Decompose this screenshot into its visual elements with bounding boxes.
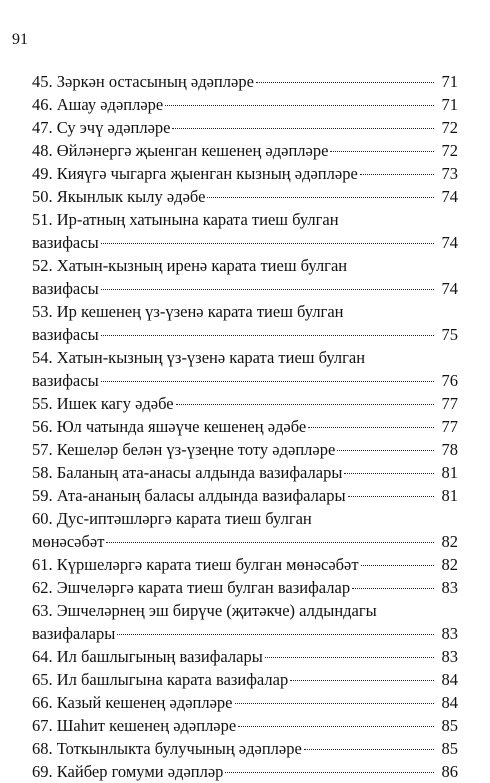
toc-entry-title: вазифалары [32,624,116,643]
toc-entry-first-line [32,208,458,231]
dot-leader [238,726,434,727]
dot-leader [344,473,434,474]
toc-entry-title: 48. Өйләнергә җыенган кешенең әдәпләре [32,141,329,160]
toc-entry-page: 84 [441,670,458,689]
toc-entry-page: 72 [441,141,458,160]
toc-entry-title-line1: 54. Хатын-кызның үз-үзенә карата тиеш булган [32,348,366,367]
toc-entry-page: 77 [441,394,458,413]
toc-entry-title: вазифасы [32,279,99,298]
table-of-contents [32,70,458,783]
toc-entry-title-line1: 53. Ир кешенең үз-үзенә карата тиеш булган [32,302,344,321]
dot-leader [101,243,434,244]
toc-entry [32,185,458,208]
toc-entry-page: 82 [441,532,458,551]
dot-leader [348,496,434,497]
toc-entry [32,162,458,185]
toc-entry-title: 66. Казый кешенең әдәпләре [32,693,233,712]
dot-leader [352,588,434,589]
toc-entry-page: 74 [441,233,458,252]
toc-entry-page: 71 [441,95,458,114]
toc-entry-title: 46. Ашау әдәпләре [32,95,164,114]
dot-leader [337,450,434,451]
toc-entry-page: 72 [441,118,458,137]
toc-entry-title-line1: 60. Дус-иптәшләргә карата тиеш булган [32,509,312,528]
dot-leader [101,335,434,336]
toc-entry-title: 47. Су эчү әдәпләре [32,118,171,137]
toc-entry [32,369,458,392]
toc-entry-first-line [32,346,458,369]
toc-entry-page: 73 [441,164,458,183]
toc-entry-page: 82 [441,555,458,574]
toc-entry [32,392,458,415]
toc-entry [32,530,458,553]
toc-entry-title: 49. Кияүгә чыгарга җыенган кызның әдәпләре [32,164,358,183]
toc-entry-page: 71 [441,72,458,91]
toc-entry-title: вазифасы [32,325,99,344]
toc-entry-page: 81 [441,463,458,482]
toc-entry-page: 83 [441,624,458,643]
toc-entry [32,415,458,438]
dot-leader [265,657,434,658]
toc-entry [32,484,458,507]
toc-entry-page: 83 [441,578,458,597]
dot-leader [207,197,434,198]
toc-entry-title: 56. Юл чатында яшәүче кешенең әдәбе [32,417,307,436]
toc-entry-title-line1: 51. Ир-атның хатынына карата тиеш булган [32,210,339,229]
toc-entry-title: 55. Ишек кагу әдәбе [32,394,174,413]
toc-entry-page: 78 [441,440,458,459]
toc-entry-title-line1: 63. Эшчеләрнең эш бирүче (җитәкче) алдындагы [32,601,377,620]
toc-entry-title: 50. Якынлык кылу әдәбе [32,187,206,206]
dot-leader [165,105,434,106]
toc-entry-title: 69. Кайбер гомуми әдәпләр [32,762,224,781]
dot-leader [290,680,434,681]
dot-leader [101,289,434,290]
toc-entry-title: 64. Ил башлыгының вазифалары [32,647,263,666]
toc-entry-page: 74 [441,279,458,298]
toc-entry-title: 67. Шаһит кешенең әдәпләре [32,716,237,735]
toc-entry-title: вазифасы [32,371,99,390]
toc-entry [32,760,458,783]
toc-entry-page: 76 [441,371,458,390]
toc-entry [32,438,458,461]
toc-entry [32,714,458,737]
toc-entry-page: 83 [441,647,458,666]
toc-entry [32,645,458,668]
dot-leader [235,703,435,704]
toc-entry-first-line [32,254,458,277]
toc-entry [32,277,458,300]
dot-leader [256,82,434,83]
toc-entry [32,668,458,691]
toc-entry [32,323,458,346]
toc-entry [32,691,458,714]
toc-entry-page: 85 [441,716,458,735]
toc-entry-page: 81 [441,486,458,505]
dot-leader [330,151,434,152]
toc-entry-page: 75 [441,325,458,344]
dot-leader [172,128,434,129]
toc-entry [32,461,458,484]
toc-entry [32,737,458,760]
toc-entry-first-line [32,599,458,622]
toc-entry [32,70,458,93]
dot-leader [360,174,434,175]
toc-entry [32,116,458,139]
toc-entry-title-line1: 52. Хатын-кызның иренә карата тиеш булган [32,256,348,275]
toc-entry-page: 84 [441,693,458,712]
dot-leader [176,404,434,405]
toc-entry-title: 45. Зәркән остасының әдәпләре [32,72,254,91]
toc-entry [32,553,458,576]
dot-leader [117,634,434,635]
toc-entry-title: 65. Ил башлыгына карата вазифалар [32,670,289,689]
dot-leader [304,749,434,750]
toc-entry-title: 62. Эшчеләргә карата тиеш булган вазифалар [32,578,351,597]
toc-entry-title: мөнәсәбәт [32,532,105,551]
toc-entry-title: вазифасы [32,233,99,252]
toc-entry-page: 77 [441,417,458,436]
toc-entry-page: 86 [441,762,458,781]
toc-entry-page: 85 [441,739,458,758]
toc-entry-title: 68. Тоткынлыкта булучының әдәпләре [32,739,302,758]
page-number: 91 [12,31,28,48]
toc-entry-first-line [32,507,458,530]
toc-entry-title: 61. Күршеләргә карата тиеш булган мөнәсәбәт [32,555,359,574]
toc-entry-title: 58. Баланың ата-анасы алдында вазифалары [32,463,343,482]
toc-entry-page: 74 [441,187,458,206]
toc-entry [32,139,458,162]
toc-entry-title: 57. Кешеләр белән үз-үзеңне тоту әдәпләре [32,440,336,459]
toc-entry [32,576,458,599]
dot-leader [225,772,434,773]
dot-leader [308,427,434,428]
toc-entry [32,622,458,645]
dot-leader [101,381,434,382]
dot-leader [106,542,434,543]
toc-entry-first-line [32,300,458,323]
dot-leader [361,565,434,566]
toc-entry [32,231,458,254]
toc-entry-title: 59. Ата-ананың баласы алдында вазифалары [32,486,346,505]
toc-entry [32,93,458,116]
